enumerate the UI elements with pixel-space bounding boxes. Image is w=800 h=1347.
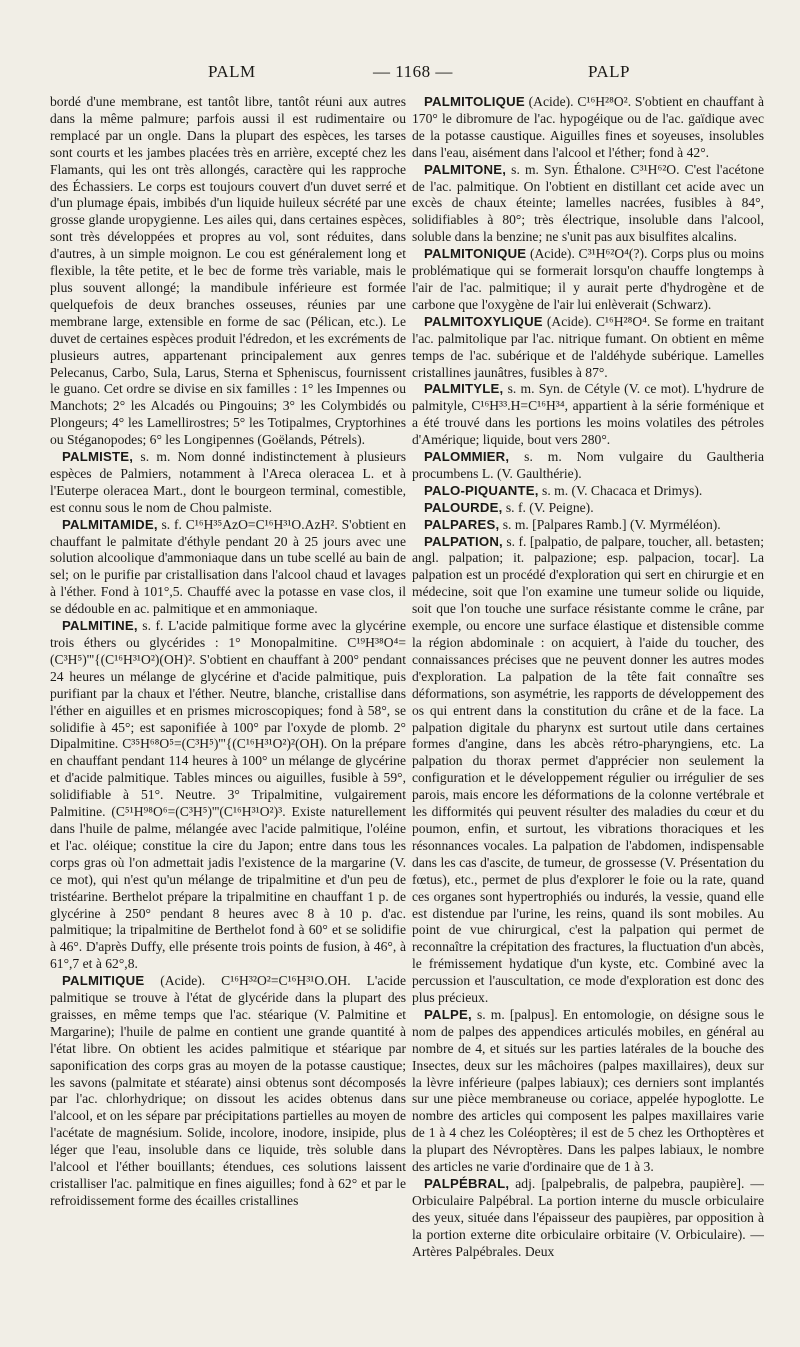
- entry-palourde: [412, 500, 764, 517]
- definition: s. f. [palpatio, de palpare, toucher, all. betasten; angl. palpation; it. palpazione; esp. palpacion, tocar]. La palpation est un procédé d'exploration qui sert en chirurgie et en médecine, soit que l'on examine une tumeur solide ou liquide, soit que l'on touche une surface résistante comme le crâne, par exemple, ou encore une surface élastique et distensible comme la région abdominale : on acquiert, à l'aide du toucher, des connaissances précises que ne peuvent donner les autres modes d'exploration. La palpation de la tête fait connaître ses déformations, son asymétrie, les rapports de développement des os qui entrent dans la constitution du crâne et de la face. La palpation digitale du pharynx est surtout utile dans certaines formes d'angine, dans les abcès rétro-pharyngiens, etc. La palpation du thorax permet d'apprécier non seulement la configuration et le développement régulier ou irrégulier de ses parois, mais encore les déformations de la colonne vertébrale et les difformités qui peuvent résulter des maladies du cœur et du poumon, enfin, et surtout, les vibrations thoraciques et les résonnances vocales. La palpation de l'abdomen, indispensable dans les cas d'ascite, de tumeur, de grossesse (V. Présentation du fœtus), etc., permet de plus d'explorer le foie ou la rate, quand ces organes sont hypertrophiés ou indurés, la vessie, quand elle est distendue par l'urine, les reins, quand ils sont mobiles. Au point de vue chirurgical, c'est la palpation qui permet de reconnaître la crépitation des fractures, la fluctuation d'un abcès, le frémissement hydatique d'un kyste, etc. Combiné avec la percussion et l'auscultation, ce mode d'exploration est donc des plus précieux.: [412, 533, 764, 1006]
- entry-palmitoxylique: [412, 314, 764, 382]
- headword: PALPARES,: [424, 516, 500, 532]
- entry-palommier: [412, 449, 764, 483]
- headword: PALPÉBRAL,: [424, 1176, 510, 1191]
- definition: s. m. Syn. Éthalone. C³¹H⁶²O. C'est l'acétone de l'ac. palmitique. On l'obtient en distillant cet acide avec un excès de chaux éteinte; lamelles nacrées, fusibles à 84°, solidifiables à 80°; très électrique, insoluble dans l'alcool, soluble dans la benzine; ne s'unit pas aux bisulfites alcalins.: [412, 161, 764, 245]
- headword: PALMITAMIDE,: [62, 516, 158, 532]
- right-column: [412, 94, 764, 1324]
- definition: s. m. (V. Chacaca et Drimys).: [538, 482, 703, 498]
- entry-palmitine: [50, 618, 406, 973]
- definition: (Acide). C³¹H⁶²O⁴(?). Corps plus ou moins problématique qui se formerait lorsqu'on chauffe longtemps à l'air de l'ac. palmitique; il y aurait perte d'hydrogène et de carbone que l'oxygène de l'air lui enlèverait (Schwarz).: [412, 246, 764, 312]
- headword: PALPE,: [424, 1006, 472, 1022]
- entry-palmitonique: [412, 246, 764, 314]
- definition: (Acide). C¹⁶H²⁸O⁴. Se forme en traitant l'ac. palmitolique par l'ac. nitrique fumant. On obtient en même temps de l'ac. subérique et de l'aldéhyde subérique. Lamelles cristallines jaunâtres, fusibles à 87°.: [412, 313, 764, 380]
- entry-palpares: [412, 517, 764, 534]
- headword: PALOMMIER,: [424, 449, 510, 465]
- definition: s. m. Syn. de Cétyle (V. ce mot). L'hydrure de palmityle, C¹⁶H³³.H=C¹⁶H³⁴, appartient à la série forménique et a été trouvé dans les portions les moins volatiles des pétroles d'Amérique; liquide, bout vers 280°.: [412, 381, 764, 448]
- headword: PALMITINE,: [62, 618, 138, 634]
- header-left-guideword: PALM: [208, 62, 256, 81]
- entry-palmitone: [412, 162, 764, 247]
- entry-palpe: [412, 1007, 764, 1176]
- definition: s. f. L'acide palmitique forme avec la glycérine trois éthers ou glycérides : 1° Monopalmitine. C¹⁹H³⁸O⁴=(C³H⁵)'''{(C¹⁶H³¹O²)(OH)². S'obtient en chauffant à 200° pendant 24 heures un mélange de glycérine et d'acide palmitique, puis purifiant par la chaux et l'éther. Neutre, blanche, cristallise dans l'éther en aiguilles et en prismes microscopiques; fond à 58°, se solidifie à 45°; est saponifiée à 100° par l'oxyde de plomb. 2° Dipalmitine. C³⁵H⁶⁸O⁵=(C³H⁵)'''{(C¹⁶H³¹O²)²(OH). On la prépare en chauffant pendant 114 heures à 100° un mélange de glycérine et d'acide palmitique. Tables minces ou aiguilles, fusible à 59°, solidifiable à 51°. Neutre. 3° Tripalmitine, vulgairement Palmitine. (C⁵¹H⁹⁸O⁶=(C³H⁵)'''(C¹⁶H³¹O²)³. Existe naturellement dans l'huile de palme, mélangée avec l'acide palmitique, l'oléine et l'ac. oléique; constitue la cire du Japon; entre dans tous les corps gras où l'on admettait jadis l'existence de la margarine (V. ce mot), qui n'est qu'un mélange de tripalmitine et d'un peu de tristéarine. Berthelot prépare la tripalmitine en chauffant 1 p. de glycérine à 250° pendant 8 heures avec 8 à 10 p. d'ac. palmitique; la tripalmitine de Berthelot fond à 60° et se solidifie à 46°. D'après Duffy, elle présente trois points de fusion, à 46°, à 61°,7 et à 62°,8.: [50, 618, 406, 972]
- entry-palmitolique: [412, 94, 764, 162]
- entry-palpebral: [412, 1176, 764, 1261]
- entry-palo-piquante: [412, 483, 764, 500]
- headword: PALO-PIQUANTE,: [424, 482, 539, 498]
- running-header: [0, 62, 800, 86]
- entry-palmitique: [50, 973, 406, 1210]
- headword: PALMITOLIQUE: [424, 94, 525, 109]
- entry-continuation: bordé d'une membrane, est tantôt libre, tantôt réuni aux autres dans la même palmure; parfois aussi il est rudimentaire ou remplacé par un ongle. Dans la plupart des espèces, les tarses sont courts et les jambes placées très en arrière, excepté chez les Flamants, qui les ont très allongés, caractère qui les rapproche des Échassiers. Le corps est toujours couvert d'un duvet serré et d'un plumage épais, imbibés d'un liquide huileux sécrété par une grosse glande uropygienne. Les ailes qui, dans certaines espèces, sont très développées et propres au vol, sont réduites, dans d'autres, à un simple moignon. Le cou est généralement long et flexible, la tête petite, et le bec de forme très variable, mais le plus souvent allongé; la mandibule inférieure est formée quelquefois de deux branches osseuses, réunies par une membrane large, extensible en forme de sac (Pélican, etc.). Le duvet de certaines espèces produit l'édredon, et les excréments de plusieurs autres, appartenant principalement aux genres Pelecanus, Carbo, Sula, Larus, Sterna et Spheniscus, fournissent le guano. Cet ordre se divise en six familles : 1° les Impennes ou Manchots; 2° les Alcadés ou Pingouins; 3° les Colymbidés ou Plongeurs; 4° les Lamellirostres; 5° les Totipalmes, Cryptorhines ou Stéganopodes; 6° les Longipennes (Goëlands, Pétrels).: [50, 94, 406, 448]
- definition: s. f. (V. Peigne).: [502, 499, 594, 515]
- definition: s. m. Nom donné indistinctement à plusieurs espèces de Palmiers, notamment à l'Areca oleracea L. et à l'Euterpe oleracea Mart., dont le bourgeon terminal, comestible, est connu sous le nom de Chou palmiste.: [50, 449, 406, 515]
- headword: PALMITOXYLIQUE: [424, 313, 543, 329]
- definition: (Acide). C¹⁶H²⁸O². S'obtient en chauffant à 170° le dibromure de l'ac. hypogéique ou de l'ac. gaïdique avec de la potasse caustique. Aiguilles fines et soyeuses, insolubles dans l'eau, aisément dans l'alcool et l'éther; fond à 42°.: [412, 94, 764, 160]
- definition: s. m. [Palpares Ramb.] (V. Myrméléon).: [499, 516, 721, 532]
- entry-palpation: [412, 534, 764, 1007]
- headword: PALOURDE,: [424, 499, 503, 515]
- entry-palmityle: [412, 381, 764, 449]
- definition: (Acide). C¹⁶H³²O²=C¹⁶H³¹O.OH. L'acide palmitique se trouve à l'état de glycéride dans la plupart des graisses, en même temps que l'ac. stéarique (V. Palmitine et Margarine); l'huile de palme en contient une grande quantité à l'état libre. On obtient les acides palmitique et stéarique par saponification des corps gras au moyen de la potasse caustique; les savons (palmitate et stéarate) ainsi obtenus sont décomposés par l'ac. chlorhydrique; on dissout les acides obtenus dans l'alcool, et on les sépare par précipitations partielles au moyen de l'acétate de magnésium. Solide, incolore, inodore, insipide, plus léger que l'eau, insoluble dans ce liquide, très soluble dans l'alcool et l'éther bouillants; étendues, ces solutions laissent cristalliser l'ac. palmitique en fines aiguilles; fond à 62° et par le refroidissement forme des écailles cristallines: [50, 973, 406, 1208]
- left-column: [50, 94, 406, 1324]
- headword: PALMITYLE,: [424, 381, 504, 397]
- page-number: — 1168 —: [373, 62, 453, 81]
- entry-palmitamide: [50, 517, 406, 618]
- headword: PALMITIQUE: [62, 973, 145, 989]
- header-right-guideword: PALP: [588, 62, 631, 81]
- definition: s. f. C¹⁶H³⁵AzO=C¹⁶H³¹O.AzH². S'obtient en chauffant le palmitate d'éthyle pendant 20 à 25 jours avec une solution alcoolique d'ammoniaque dans un tube scellé au bain de sel; on le purifie par cristallisation dans l'alcool chaud et lavages à l'éther. Fond à 101°,5. Chauffé avec la potasse en vase clos, il se dédouble en ac. palmitique et en ammoniaque.: [50, 516, 406, 617]
- headword: PALPATION,: [424, 533, 503, 549]
- headword: PALMISTE,: [62, 449, 134, 465]
- headword: PALMITONE,: [424, 161, 507, 177]
- entry-palmiste: [50, 449, 406, 517]
- definition: s. m. [palpus]. En entomologie, on désigne sous le nom de palpes des appendices articulés mobiles, en général au nombre de 4, et situés sur les parties latérales de la bouche des Insectes, deux sur les mâchoires (palpes maxillaires), deux sur la lèvre inférieure (palpes labiaux); ces derniers sont implantés sur une pièce membraneuse ou coriace, appelée hypoglotte. Le nombre des articles qui composent les palpes maxillaires varie de 1 à 4 chez les Coléoptères; il est de 5 chez les Orthoptères et la plupart des Névroptères. Dans les palpes labiaux, le nombre des articles ne varie d'ordinaire que de 1 à 3.: [412, 1006, 764, 1175]
- definition: adj. [palpebralis, de palpebra, paupière]. — Orbiculaire Palpébral. La portion interne du muscle orbiculaire des yeux, située dans l'épaisseur des paupières, par opposition à la portion externe dite orbiculaire orbitaire (V. Orbiculaire). — Artères Palpébrales. Deux: [412, 1176, 764, 1259]
- headword: PALMITONIQUE: [424, 246, 527, 262]
- definition: s. m. Nom vulgaire du Gaultheria procumbens L. (V. Gaulthérie).: [412, 449, 764, 481]
